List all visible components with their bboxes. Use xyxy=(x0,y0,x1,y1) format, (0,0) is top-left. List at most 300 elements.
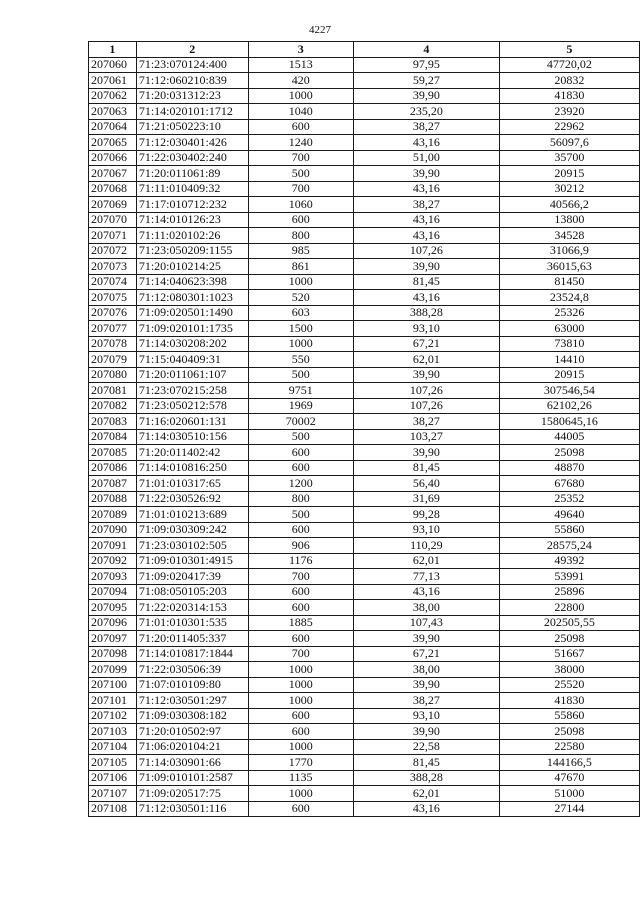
record-id-cell: 207083 xyxy=(89,414,137,430)
total-cell: 307546,54 xyxy=(499,383,639,399)
rate-cell: 62,01 xyxy=(354,352,500,368)
total-cell: 51000 xyxy=(499,786,639,802)
total-cell: 1580645,16 xyxy=(499,414,639,430)
rate-cell: 39,90 xyxy=(354,677,500,693)
cadastral-number-cell: 71:21:050223:10 xyxy=(136,119,248,135)
area-cell: 1040 xyxy=(248,104,353,120)
total-cell: 35700 xyxy=(499,150,639,166)
record-id-cell: 207072 xyxy=(89,243,137,259)
rate-cell: 93,10 xyxy=(354,708,500,724)
record-id-cell: 207071 xyxy=(89,228,137,244)
record-id-cell: 207090 xyxy=(89,522,137,538)
total-cell: 56097,6 xyxy=(499,135,639,151)
area-cell: 1000 xyxy=(248,693,353,709)
area-cell: 600 xyxy=(248,460,353,476)
total-cell: 27144 xyxy=(499,801,639,817)
total-cell: 41830 xyxy=(499,88,639,104)
area-cell: 500 xyxy=(248,166,353,182)
table-row xyxy=(89,259,640,275)
area-cell: 500 xyxy=(248,367,353,383)
rate-cell: 51,00 xyxy=(354,150,500,166)
area-cell: 600 xyxy=(248,724,353,740)
rate-cell: 77,13 xyxy=(354,569,500,585)
area-cell: 1060 xyxy=(248,197,353,213)
record-id-cell: 207102 xyxy=(89,708,137,724)
total-cell: 23524,8 xyxy=(499,290,639,306)
total-cell: 47720,02 xyxy=(499,57,639,73)
column-header-1: 1 xyxy=(89,42,137,58)
table-row xyxy=(89,88,640,104)
record-id-cell: 207068 xyxy=(89,181,137,197)
cadastral-number-cell: 71:23:070215:258 xyxy=(136,383,248,399)
record-id-cell: 207106 xyxy=(89,770,137,786)
record-id-cell: 207073 xyxy=(89,259,137,275)
cadastral-number-cell: 71:06:020104:21 xyxy=(136,739,248,755)
record-id-cell: 207100 xyxy=(89,677,137,693)
cadastral-number-cell: 71:23:050212:578 xyxy=(136,398,248,414)
area-cell: 1240 xyxy=(248,135,353,151)
cadastral-number-cell: 71:12:030501:116 xyxy=(136,801,248,817)
rate-cell: 39,90 xyxy=(354,631,500,647)
table-row xyxy=(89,336,640,352)
cadastral-number-cell: 71:08:050105:203 xyxy=(136,584,248,600)
total-cell: 25098 xyxy=(499,631,639,647)
area-cell: 600 xyxy=(248,631,353,647)
total-cell: 25098 xyxy=(499,445,639,461)
cadastral-number-cell: 71:07:010109:80 xyxy=(136,677,248,693)
total-cell: 22580 xyxy=(499,739,639,755)
cadastral-number-cell: 71:12:030501:297 xyxy=(136,693,248,709)
rate-cell: 38,27 xyxy=(354,197,500,213)
total-cell: 44005 xyxy=(499,429,639,445)
area-cell: 9751 xyxy=(248,383,353,399)
rate-cell: 110,29 xyxy=(354,538,500,554)
record-id-cell: 207092 xyxy=(89,553,137,569)
table-row xyxy=(89,724,640,740)
cadastral-number-cell: 71:12:080301:1023 xyxy=(136,290,248,306)
total-cell: 67680 xyxy=(499,476,639,492)
cadastral-number-cell: 71:14:010126:23 xyxy=(136,212,248,228)
total-cell: 51667 xyxy=(499,646,639,662)
record-id-cell: 207081 xyxy=(89,383,137,399)
total-cell: 20915 xyxy=(499,166,639,182)
area-cell: 1000 xyxy=(248,662,353,678)
rate-cell: 67,21 xyxy=(354,336,500,352)
column-header-3: 3 xyxy=(248,42,353,58)
total-cell: 34528 xyxy=(499,228,639,244)
table-row xyxy=(89,786,640,802)
table-row xyxy=(89,150,640,166)
record-id-cell: 207086 xyxy=(89,460,137,476)
area-cell: 550 xyxy=(248,352,353,368)
cadastral-number-cell: 71:11:020102:26 xyxy=(136,228,248,244)
cadastral-number-cell: 71:14:030208:202 xyxy=(136,336,248,352)
cadastral-number-cell: 71:01:010317:65 xyxy=(136,476,248,492)
table-row xyxy=(89,398,640,414)
cadastral-number-cell: 71:23:030102:505 xyxy=(136,538,248,554)
table-row xyxy=(89,383,640,399)
area-cell: 600 xyxy=(248,445,353,461)
total-cell: 55860 xyxy=(499,708,639,724)
area-cell: 1000 xyxy=(248,786,353,802)
record-id-cell: 207094 xyxy=(89,584,137,600)
cadastral-number-cell: 71:20:010214:25 xyxy=(136,259,248,275)
total-cell: 38000 xyxy=(499,662,639,678)
table-row xyxy=(89,569,640,585)
rate-cell: 107,43 xyxy=(354,615,500,631)
total-cell: 22962 xyxy=(499,119,639,135)
cadastral-number-cell: 71:14:010817:1844 xyxy=(136,646,248,662)
cadastral-number-cell: 71:16:020601:131 xyxy=(136,414,248,430)
cadastral-number-cell: 71:09:020501:1490 xyxy=(136,305,248,321)
total-cell: 48870 xyxy=(499,460,639,476)
record-id-cell: 207080 xyxy=(89,367,137,383)
rate-cell: 43,16 xyxy=(354,212,500,228)
table-row xyxy=(89,305,640,321)
table-row xyxy=(89,243,640,259)
record-id-cell: 207069 xyxy=(89,197,137,213)
table-row xyxy=(89,119,640,135)
area-cell: 700 xyxy=(248,150,353,166)
total-cell: 63000 xyxy=(499,321,639,337)
cadastral-number-cell: 71:14:010816:250 xyxy=(136,460,248,476)
record-id-cell: 207060 xyxy=(89,57,137,73)
rate-cell: 38,27 xyxy=(354,414,500,430)
rate-cell: 39,90 xyxy=(354,88,500,104)
record-id-cell: 207096 xyxy=(89,615,137,631)
total-cell: 20915 xyxy=(499,367,639,383)
rate-cell: 107,26 xyxy=(354,243,500,259)
area-cell: 1000 xyxy=(248,274,353,290)
cadastral-number-cell: 71:22:030526:92 xyxy=(136,491,248,507)
area-cell: 1513 xyxy=(248,57,353,73)
record-id-cell: 207107 xyxy=(89,786,137,802)
record-id-cell: 207093 xyxy=(89,569,137,585)
area-cell: 500 xyxy=(248,507,353,523)
area-cell: 500 xyxy=(248,429,353,445)
record-id-cell: 207070 xyxy=(89,212,137,228)
rate-cell: 39,90 xyxy=(354,367,500,383)
area-cell: 861 xyxy=(248,259,353,275)
total-cell: 36015,63 xyxy=(499,259,639,275)
record-id-cell: 207099 xyxy=(89,662,137,678)
table-row xyxy=(89,352,640,368)
area-cell: 1176 xyxy=(248,553,353,569)
area-cell: 1000 xyxy=(248,677,353,693)
area-cell: 1885 xyxy=(248,615,353,631)
record-id-cell: 207065 xyxy=(89,135,137,151)
record-id-cell: 207089 xyxy=(89,507,137,523)
record-id-cell: 207098 xyxy=(89,646,137,662)
cadastral-number-cell: 71:20:010502:97 xyxy=(136,724,248,740)
area-cell: 906 xyxy=(248,538,353,554)
rate-cell: 93,10 xyxy=(354,522,500,538)
rate-cell: 31,69 xyxy=(354,491,500,507)
rate-cell: 39,90 xyxy=(354,724,500,740)
total-cell: 202505,55 xyxy=(499,615,639,631)
cadastral-number-cell: 71:14:030510:156 xyxy=(136,429,248,445)
table-row xyxy=(89,460,640,476)
cadastral-number-cell: 71:01:010213:689 xyxy=(136,507,248,523)
cadastral-number-cell: 71:23:050209:1155 xyxy=(136,243,248,259)
area-cell: 600 xyxy=(248,119,353,135)
rate-cell: 97,95 xyxy=(354,57,500,73)
rate-cell: 388,28 xyxy=(354,305,500,321)
table-row xyxy=(89,662,640,678)
table-row xyxy=(89,491,640,507)
table-row xyxy=(89,507,640,523)
total-cell: 49640 xyxy=(499,507,639,523)
cadastral-number-cell: 71:20:031312:23 xyxy=(136,88,248,104)
record-id-cell: 207084 xyxy=(89,429,137,445)
rate-cell: 43,16 xyxy=(354,228,500,244)
table-row xyxy=(89,770,640,786)
record-id-cell: 207064 xyxy=(89,119,137,135)
cadastral-number-cell: 71:17:010712:232 xyxy=(136,197,248,213)
total-cell: 144166,5 xyxy=(499,755,639,771)
table-header-row xyxy=(89,42,640,58)
table-row xyxy=(89,197,640,213)
column-header-2: 2 xyxy=(136,42,248,58)
area-cell: 800 xyxy=(248,228,353,244)
total-cell: 20832 xyxy=(499,73,639,89)
record-id-cell: 207108 xyxy=(89,801,137,817)
table-row xyxy=(89,739,640,755)
total-cell: 25896 xyxy=(499,584,639,600)
area-cell: 603 xyxy=(248,305,353,321)
record-id-cell: 207061 xyxy=(89,73,137,89)
cadastral-number-cell: 71:14:030901:66 xyxy=(136,755,248,771)
table-row xyxy=(89,631,640,647)
cadastral-number-cell: 71:09:030309:242 xyxy=(136,522,248,538)
area-cell: 1200 xyxy=(248,476,353,492)
cadastral-number-cell: 71:22:030506:39 xyxy=(136,662,248,678)
area-cell: 700 xyxy=(248,646,353,662)
area-cell: 1500 xyxy=(248,321,353,337)
rate-cell: 107,26 xyxy=(354,398,500,414)
rate-cell: 39,90 xyxy=(354,445,500,461)
cadastral-number-cell: 71:09:020517:75 xyxy=(136,786,248,802)
table-row xyxy=(89,615,640,631)
rate-cell: 62,01 xyxy=(354,786,500,802)
cadastral-number-cell: 71:09:010301:4915 xyxy=(136,553,248,569)
table-row xyxy=(89,321,640,337)
rate-cell: 39,90 xyxy=(354,166,500,182)
cadastral-number-cell: 71:09:010101:2587 xyxy=(136,770,248,786)
rate-cell: 43,16 xyxy=(354,290,500,306)
record-id-cell: 207104 xyxy=(89,739,137,755)
record-id-cell: 207103 xyxy=(89,724,137,740)
area-cell: 600 xyxy=(248,801,353,817)
record-id-cell: 207088 xyxy=(89,491,137,507)
column-header-5: 5 xyxy=(499,42,639,58)
cadastral-number-cell: 71:12:030401:426 xyxy=(136,135,248,151)
table-row xyxy=(89,522,640,538)
area-cell: 1770 xyxy=(248,755,353,771)
rate-cell: 39,90 xyxy=(354,259,500,275)
table-row xyxy=(89,414,640,430)
table-row xyxy=(89,73,640,89)
rate-cell: 43,16 xyxy=(354,584,500,600)
record-id-cell: 207075 xyxy=(89,290,137,306)
record-id-cell: 207079 xyxy=(89,352,137,368)
rate-cell: 81,45 xyxy=(354,274,500,290)
total-cell: 49392 xyxy=(499,553,639,569)
rate-cell: 81,45 xyxy=(354,460,500,476)
rate-cell: 235,20 xyxy=(354,104,500,120)
rate-cell: 43,16 xyxy=(354,181,500,197)
total-cell: 28575,24 xyxy=(499,538,639,554)
record-id-cell: 207101 xyxy=(89,693,137,709)
total-cell: 55860 xyxy=(499,522,639,538)
column-header-4: 4 xyxy=(354,42,500,58)
record-id-cell: 207074 xyxy=(89,274,137,290)
rate-cell: 107,26 xyxy=(354,383,500,399)
table-row xyxy=(89,801,640,817)
total-cell: 81450 xyxy=(499,274,639,290)
area-cell: 1135 xyxy=(248,770,353,786)
area-cell: 800 xyxy=(248,491,353,507)
table-row xyxy=(89,367,640,383)
area-cell: 600 xyxy=(248,212,353,228)
area-cell: 600 xyxy=(248,600,353,616)
cadastral-number-cell: 71:20:011061:89 xyxy=(136,166,248,182)
rate-cell: 103,27 xyxy=(354,429,500,445)
area-cell: 985 xyxy=(248,243,353,259)
total-cell: 47670 xyxy=(499,770,639,786)
table-row xyxy=(89,755,640,771)
record-id-cell: 207077 xyxy=(89,321,137,337)
area-cell: 1000 xyxy=(248,88,353,104)
table-row xyxy=(89,166,640,182)
area-cell: 520 xyxy=(248,290,353,306)
record-id-cell: 207097 xyxy=(89,631,137,647)
cadastral-number-cell: 71:09:030308:182 xyxy=(136,708,248,724)
area-cell: 600 xyxy=(248,708,353,724)
record-id-cell: 207063 xyxy=(89,104,137,120)
record-id-cell: 207087 xyxy=(89,476,137,492)
record-id-cell: 207067 xyxy=(89,166,137,182)
cadastral-number-cell: 71:12:060210:839 xyxy=(136,73,248,89)
table-row xyxy=(89,429,640,445)
cadastral-number-cell: 71:11:010409:32 xyxy=(136,181,248,197)
table-row xyxy=(89,693,640,709)
table-row xyxy=(89,135,640,151)
table-row xyxy=(89,600,640,616)
area-cell: 70002 xyxy=(248,414,353,430)
area-cell: 700 xyxy=(248,569,353,585)
table-body xyxy=(89,57,640,817)
record-id-cell: 207095 xyxy=(89,600,137,616)
area-cell: 1969 xyxy=(248,398,353,414)
table-row xyxy=(89,708,640,724)
cadastral-number-cell: 71:22:030402:240 xyxy=(136,150,248,166)
total-cell: 14410 xyxy=(499,352,639,368)
cadastral-number-cell: 71:15:040409:31 xyxy=(136,352,248,368)
total-cell: 23920 xyxy=(499,104,639,120)
rate-cell: 62,01 xyxy=(354,553,500,569)
rate-cell: 43,16 xyxy=(354,801,500,817)
cadastral-number-cell: 71:20:011061:107 xyxy=(136,367,248,383)
registry-table xyxy=(88,41,640,817)
table-row xyxy=(89,677,640,693)
total-cell: 41830 xyxy=(499,693,639,709)
area-cell: 1000 xyxy=(248,336,353,352)
table-row xyxy=(89,445,640,461)
table-row xyxy=(89,274,640,290)
rate-cell: 81,45 xyxy=(354,755,500,771)
table-row xyxy=(89,646,640,662)
cadastral-number-cell: 71:01:010301:535 xyxy=(136,615,248,631)
rate-cell: 388,28 xyxy=(354,770,500,786)
table-row xyxy=(89,104,640,120)
cadastral-number-cell: 71:20:011405:337 xyxy=(136,631,248,647)
total-cell: 53991 xyxy=(499,569,639,585)
area-cell: 600 xyxy=(248,584,353,600)
rate-cell: 99,28 xyxy=(354,507,500,523)
record-id-cell: 207105 xyxy=(89,755,137,771)
table-row xyxy=(89,476,640,492)
area-cell: 420 xyxy=(248,73,353,89)
rate-cell: 22,58 xyxy=(354,739,500,755)
rate-cell: 38,00 xyxy=(354,662,500,678)
table-row xyxy=(89,584,640,600)
record-id-cell: 207091 xyxy=(89,538,137,554)
cadastral-number-cell: 71:14:040623:398 xyxy=(136,274,248,290)
total-cell: 13800 xyxy=(499,212,639,228)
total-cell: 25352 xyxy=(499,491,639,507)
rate-cell: 93,10 xyxy=(354,321,500,337)
total-cell: 73810 xyxy=(499,336,639,352)
total-cell: 25520 xyxy=(499,677,639,693)
table-row xyxy=(89,57,640,73)
table-row xyxy=(89,290,640,306)
table-row xyxy=(89,212,640,228)
record-id-cell: 207085 xyxy=(89,445,137,461)
cadastral-number-cell: 71:22:020314:153 xyxy=(136,600,248,616)
rate-cell: 38,27 xyxy=(354,693,500,709)
record-id-cell: 207066 xyxy=(89,150,137,166)
total-cell: 25326 xyxy=(499,305,639,321)
record-id-cell: 207076 xyxy=(89,305,137,321)
area-cell: 700 xyxy=(248,181,353,197)
table-row xyxy=(89,228,640,244)
table-row xyxy=(89,538,640,554)
page-number: 4227 xyxy=(309,24,331,36)
rate-cell: 67,21 xyxy=(354,646,500,662)
cadastral-number-cell: 71:23:070124:400 xyxy=(136,57,248,73)
record-id-cell: 207082 xyxy=(89,398,137,414)
total-cell: 31066,9 xyxy=(499,243,639,259)
cadastral-number-cell: 71:09:020417:39 xyxy=(136,569,248,585)
cadastral-number-cell: 71:09:020101:1735 xyxy=(136,321,248,337)
record-id-cell: 207062 xyxy=(89,88,137,104)
cadastral-number-cell: 71:20:011402:42 xyxy=(136,445,248,461)
total-cell: 30212 xyxy=(499,181,639,197)
total-cell: 22800 xyxy=(499,600,639,616)
cadastral-number-cell: 71:14:020101:1712 xyxy=(136,104,248,120)
rate-cell: 59,27 xyxy=(354,73,500,89)
record-id-cell: 207078 xyxy=(89,336,137,352)
area-cell: 600 xyxy=(248,522,353,538)
rate-cell: 43,16 xyxy=(354,135,500,151)
rate-cell: 38,27 xyxy=(354,119,500,135)
area-cell: 1000 xyxy=(248,739,353,755)
rate-cell: 56,40 xyxy=(354,476,500,492)
total-cell: 40566,2 xyxy=(499,197,639,213)
table-row xyxy=(89,553,640,569)
rate-cell: 38,00 xyxy=(354,600,500,616)
